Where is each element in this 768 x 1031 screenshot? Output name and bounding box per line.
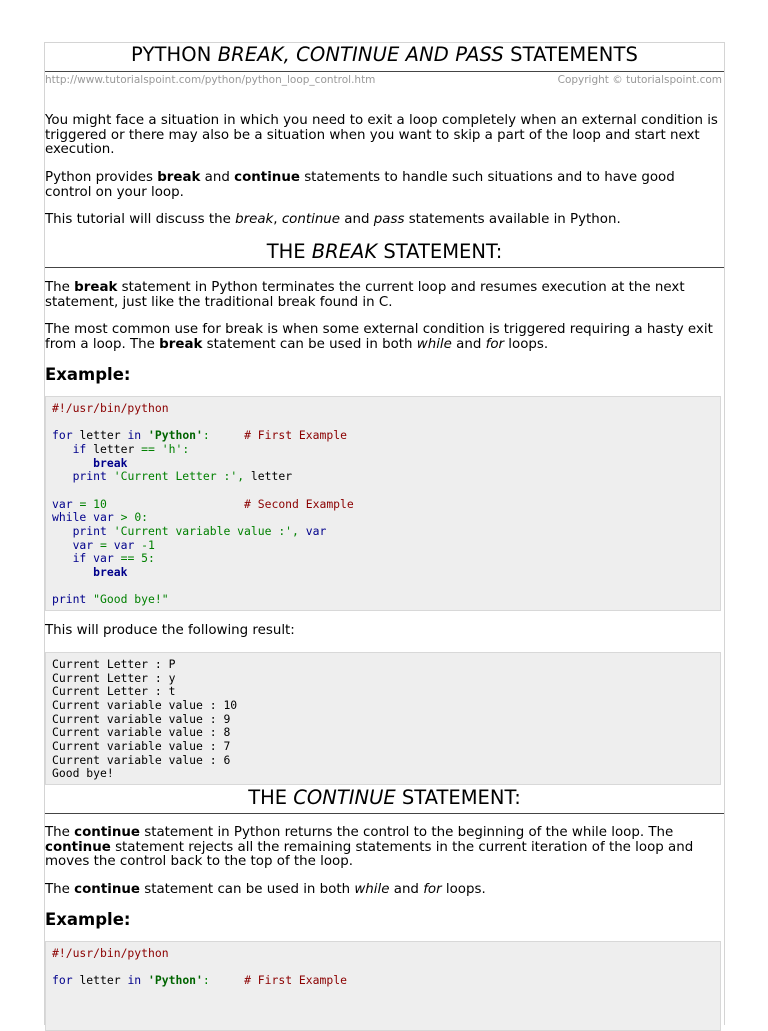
- continue-code: #!/usr/bin/python for letter in 'Python': # First Example: [52, 946, 347, 988]
- output-text: Current Letter : P Current Letter : y Current Letter : t Current variable value : 10 Current variable value : 9 Current variable value : 8 Current variable value : 7 Current variable value : 6 Good bye!: [52, 657, 238, 781]
- continue-example-label: Example:: [45, 910, 131, 929]
- break-example-label: Example:: [45, 365, 131, 384]
- continue-paragraph-2: The continue statement can be used in both while and for loops.: [45, 882, 486, 897]
- page-title: PYTHON BREAK, CONTINUE AND PASS STATEMENTS: [131, 43, 638, 66]
- output-block: [45, 652, 721, 785]
- break-heading: THE BREAK STATEMENT:: [266, 240, 503, 263]
- break-paragraph-2: The most common use for break is when some external condition is triggered requiring a hasty exit from a loop. The break statement can be used in both while and for loops.: [45, 322, 713, 352]
- intro-paragraph-1: You might face a situation in which you need to exit a loop completely when an external condition is triggered or there may also be a situation when you want to skip a part of the loop and start next execution.: [45, 113, 718, 157]
- copyright-notice: Copyright © tutorialspoint.com: [557, 74, 722, 86]
- break-heading-rule: [45, 267, 724, 268]
- break-code: #!/usr/bin/python for letter in 'Python': # First Example if letter == 'h': break print 'Current Letter :', letter var = 10 # Second Example while var > 0: print 'Current variable value :', var var = var -1 if var == 5: break print "Good bye!": [52, 401, 354, 607]
- continue-code-block: [45, 941, 721, 1031]
- document-page: [44, 42, 725, 1025]
- break-code-block: [45, 396, 721, 611]
- continue-paragraph-1: The continue statement in Python returns the control to the beginning of the while loop. The continue statement rejects all the remaining statements in the current iteration of the loop and moves the control back to the top of the loop.: [45, 825, 694, 869]
- continue-heading-rule: [45, 813, 724, 814]
- intro-paragraph-2: Python provides break and continue statements to handle such situations and to have good control on your loop.: [45, 170, 675, 200]
- title-rule: [45, 71, 724, 72]
- break-paragraph-1: The break statement in Python terminates the current loop and resumes execution at the next statement, just like the traditional break found in C.: [45, 280, 685, 310]
- result-intro: This will produce the following result:: [45, 623, 295, 638]
- intro-paragraph-3: This tutorial will discuss the break, continue and pass statements available in Python.: [45, 212, 621, 227]
- source-url[interactable]: http://www.tutorialspoint.com/python/python_loop_control.htm: [45, 74, 376, 86]
- continue-heading: THE CONTINUE STATEMENT:: [248, 786, 521, 809]
